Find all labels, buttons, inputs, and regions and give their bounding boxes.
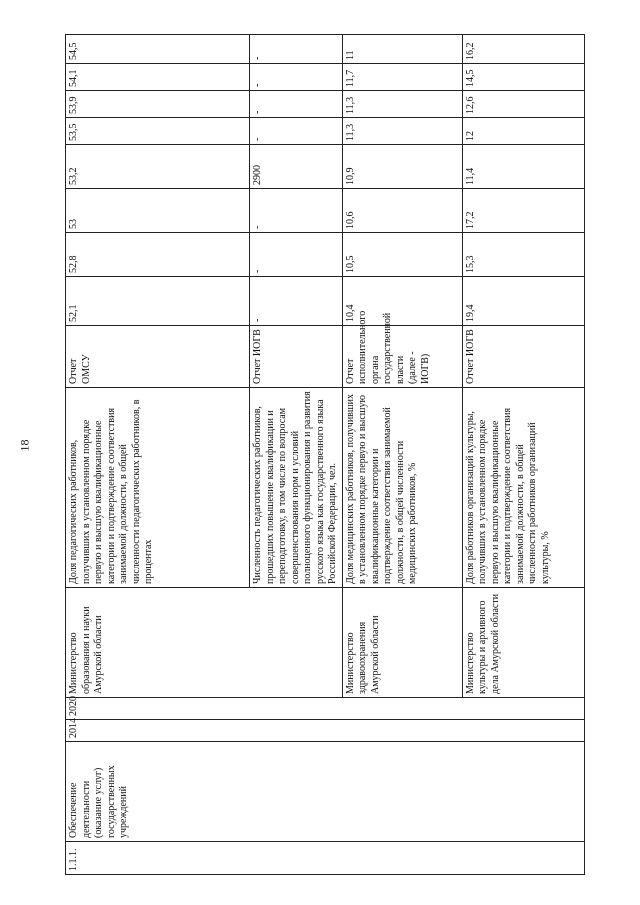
row-id: 1.1.1.: [66, 842, 585, 875]
indicator-name: Численность педагогических работников, прошедших повышение квалификации и переподготовку, в том числе по вопросам совершенствования норм и условий полноценного функционирования и развития русского языка как государственного языка Российской Федерации, чел.: [250, 388, 343, 588]
value-cell: 11,3: [342, 118, 462, 145]
value-cell: 15,3: [462, 233, 585, 277]
value-cell: -: [250, 277, 343, 326]
table-row: [66, 35, 250, 875]
indicator-source: Отчет ИОГВ: [250, 326, 343, 388]
executor-health: Министерство здравоохранения Амурской области: [342, 588, 462, 698]
value-cell: 2900: [250, 145, 343, 189]
value-cell: 11,4: [462, 145, 585, 189]
value-cell: -: [250, 118, 343, 145]
value-cell: 12,6: [462, 91, 585, 118]
value-cell: 11,3: [342, 91, 462, 118]
rotated-table-wrapper: [65, 35, 585, 875]
value-cell: 16,2: [462, 35, 585, 64]
value-cell: -: [250, 189, 343, 233]
value-cell: 14,5: [462, 64, 585, 91]
value-cell: -: [250, 233, 343, 277]
indicator-source: Отчет ОМСУ: [66, 326, 250, 388]
executor-culture: Министерство культуры и архивного дела Амурской области: [462, 588, 585, 698]
value-cell: 19,4: [462, 277, 585, 326]
value-cell: 11,7: [342, 64, 462, 91]
indicator-source: Отчет исполнительного органа государственной власти (далее - ИОГВ): [342, 326, 462, 388]
value-cell: 10,9: [342, 145, 462, 189]
value-cell: 52,8: [66, 233, 250, 277]
indicator-source: Отчет ИОГВ: [462, 326, 585, 388]
value-cell: 10,5: [342, 233, 462, 277]
value-cell: 54,5: [66, 35, 250, 64]
value-cell: 53,5: [66, 118, 250, 145]
value-cell: -: [250, 64, 343, 91]
value-cell: 11: [342, 35, 462, 64]
activity-name: Обеспечение деятельности (оказание услуг) государственных учреждений: [66, 742, 585, 842]
value-cell: 10,4: [342, 277, 462, 326]
indicator-name: Доля педагогических работников, получивших в установленном порядке первую и высшую квалификационные категории и подтверждение соответствия занимаемой должности, в общей численности педагогических работников, в процентах: [66, 388, 250, 588]
value-cell: 53: [66, 189, 250, 233]
value-cell: -: [250, 35, 343, 64]
value-cell: 12: [462, 118, 585, 145]
value-cell: 17,2: [462, 189, 585, 233]
value-cell: 10,6: [342, 189, 462, 233]
value-cell: -: [250, 91, 343, 118]
indicator-name: Доля медицинских работников, получивших в установленном порядке первую и высшую квалификационные категории и подтверждение соответствия занимаемой должности, в общей численности медицинских работников, %: [342, 388, 462, 588]
value-cell: 53,2: [66, 145, 250, 189]
value-cell: 54,1: [66, 64, 250, 91]
year-start: 2014: [66, 720, 585, 742]
indicator-name: Доля работников организаций культуры, получивших в установленном порядке первую и высшую квалификационные категории и подтверждение соответствия занимаемой должности, в общей численности работников организаций культуры, %: [462, 388, 585, 588]
value-cell: 53,9: [66, 91, 250, 118]
value-cell: 52,1: [66, 277, 250, 326]
page-number: 18: [17, 439, 32, 452]
year-end: 2020: [66, 698, 585, 720]
executor-education: Министерство образования и науки Амурской области: [66, 588, 343, 698]
program-table: [65, 34, 585, 875]
